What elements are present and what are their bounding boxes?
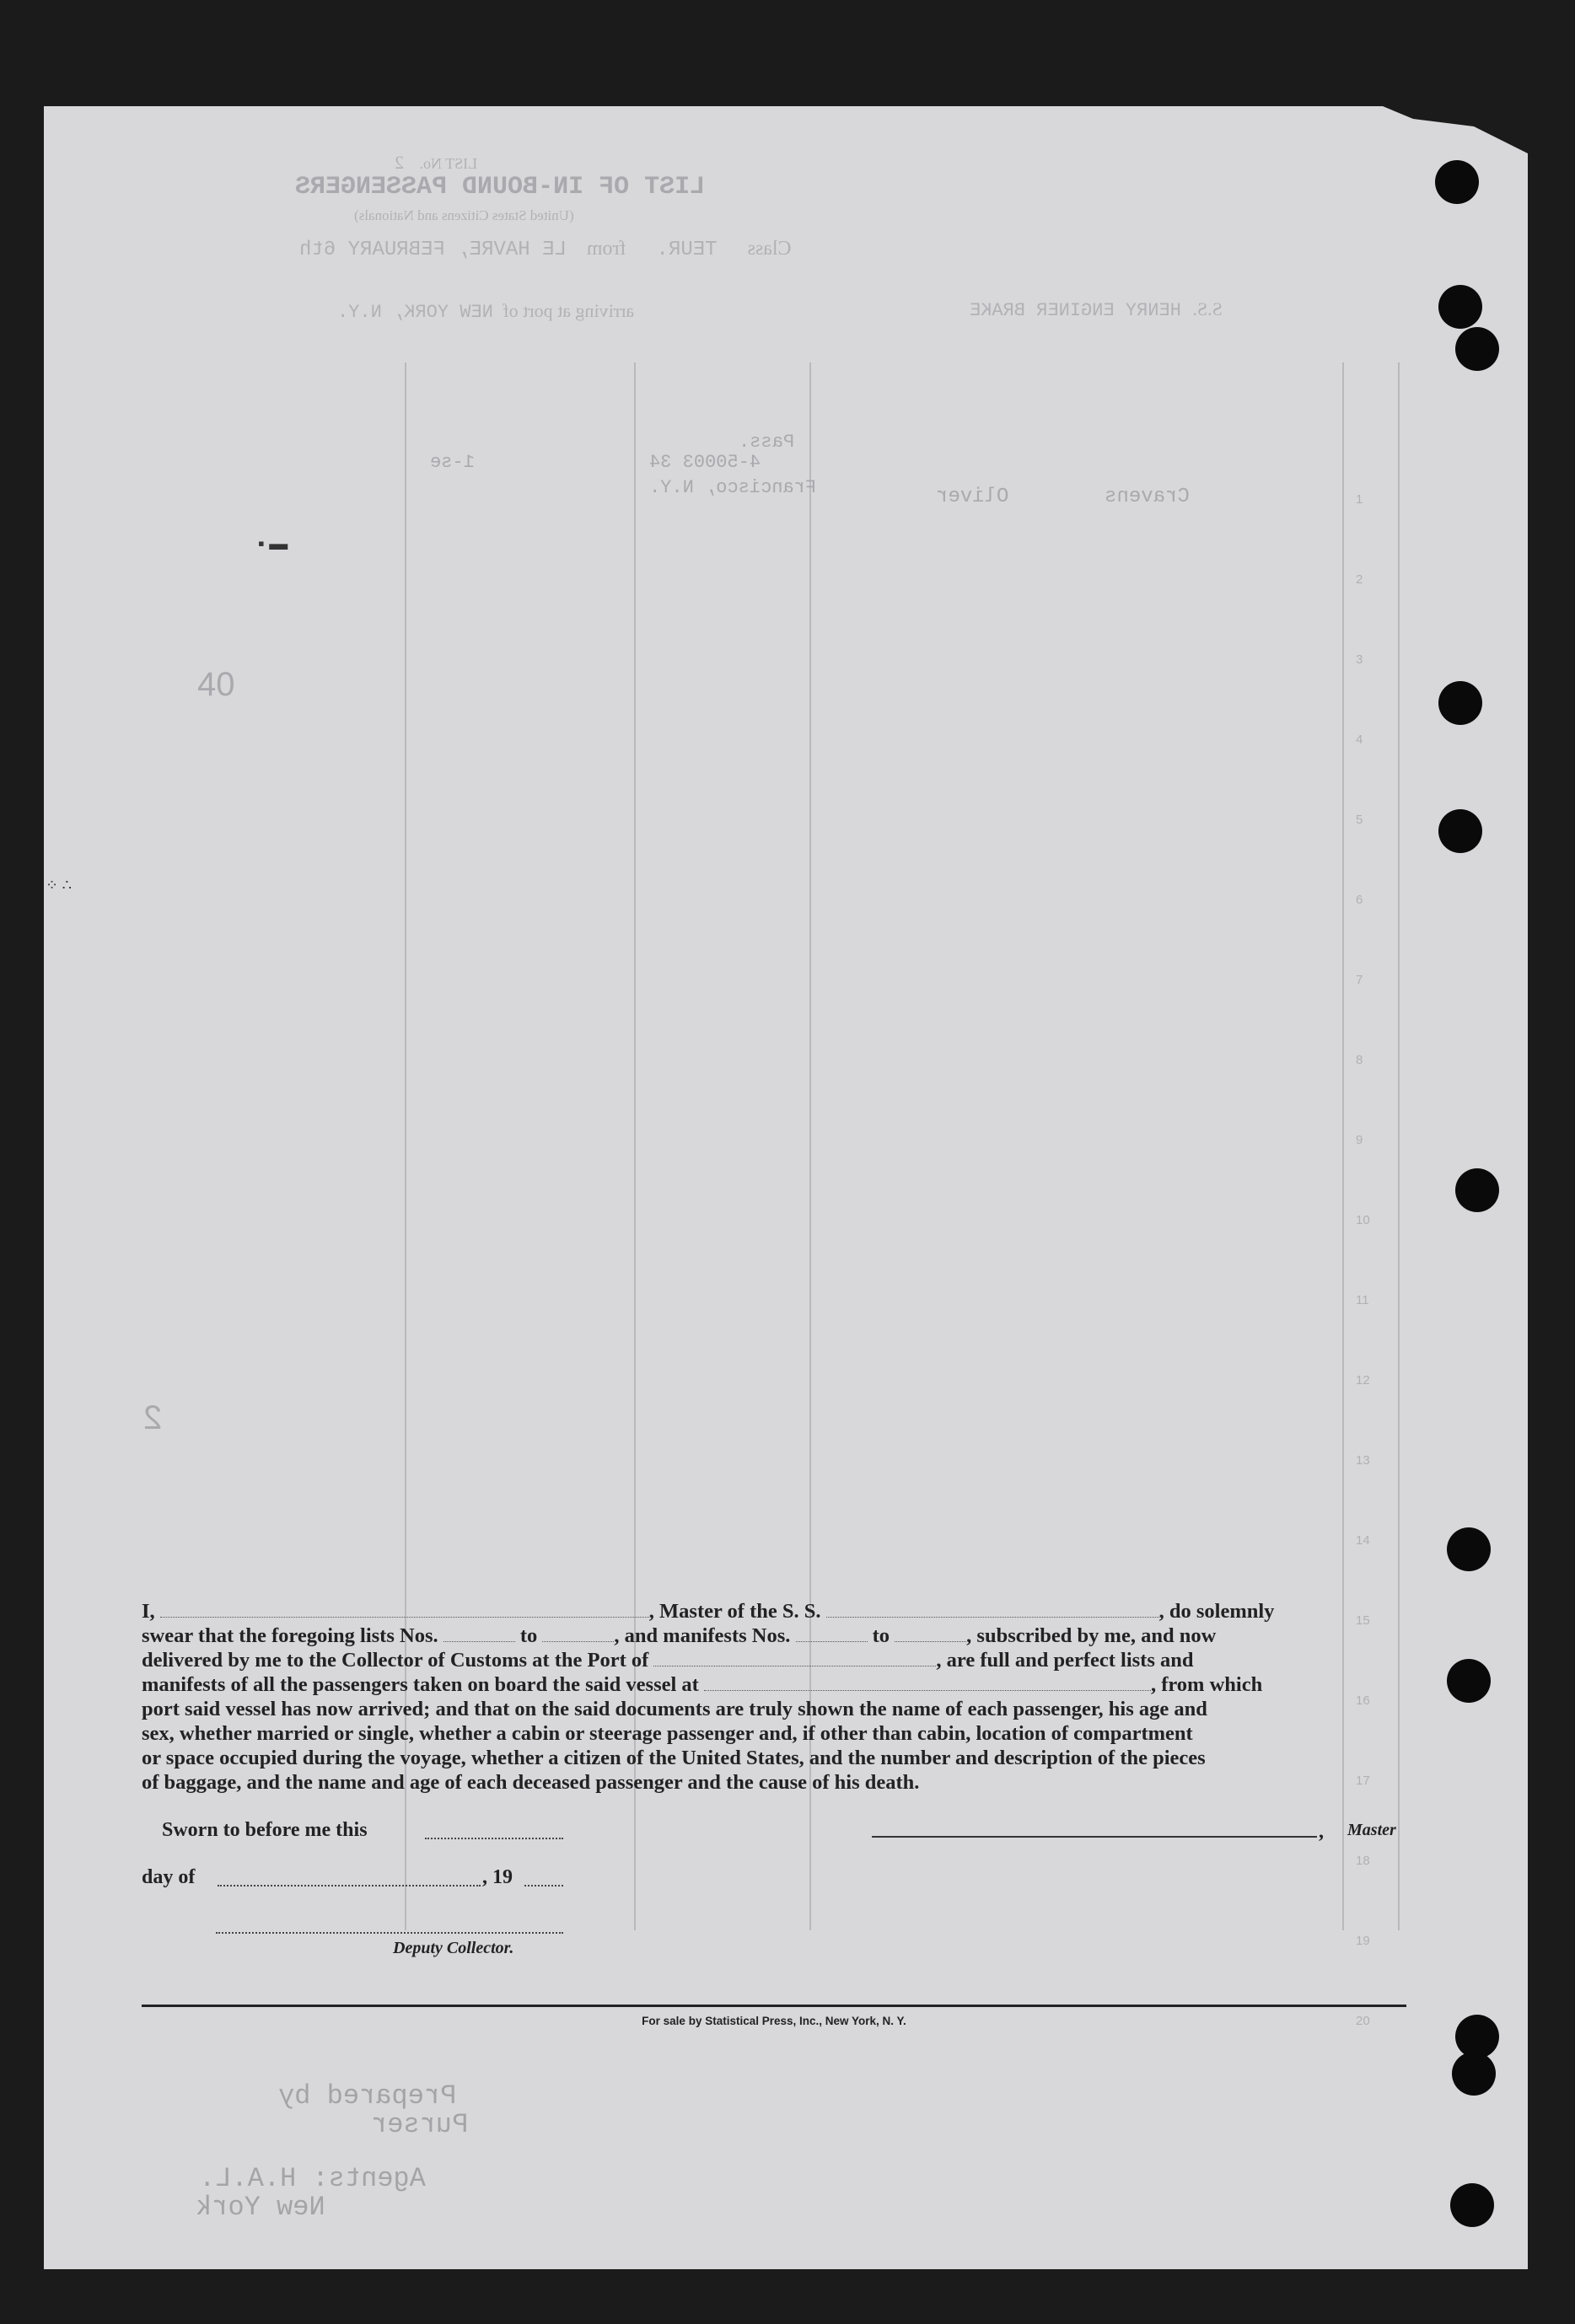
row-number: 11 [1356,1293,1369,1307]
row-number: 6 [1356,893,1363,907]
row-number: 9 [1356,1133,1363,1147]
punch-hole [1455,327,1499,371]
row-number: 3 [1356,652,1363,667]
day-of-label: day of [142,1866,196,1888]
ghost-list-no: LIST No. 2 [395,152,478,173]
footer-rule [142,2005,1406,2007]
row-number: 10 [1356,1213,1370,1227]
day-of-line [218,1885,481,1887]
year-line [524,1885,563,1887]
punch-hole [1450,2183,1494,2227]
punch-hole [1455,1168,1499,1212]
row-number: 8 [1356,1053,1363,1067]
ghost-stamp-line-1: Prepared by [278,2080,457,2112]
ghost-arriving-row: arriving at port of NEW YORK, N.Y. [337,300,635,323]
row-number: 13 [1356,1453,1370,1468]
ghost-row1-family: Cravens [1105,486,1190,508]
master-signature-line [872,1836,1317,1838]
row-number: 14 [1356,1533,1370,1548]
ghost-stamp-line-4: New York [196,2192,325,2223]
sworn-date-line [425,1838,563,1839]
ink-speck: ⁘ ∴ [46,877,73,894]
ghost-class-row: Class TEUR. from LE HAVRE, FEBRUARY 6th [299,238,792,261]
row-number: 5 [1356,813,1363,827]
ghost-margin-number: 40 [197,666,235,703]
ghost-stamp-line-2: Purser [371,2109,469,2140]
punch-hole [1435,160,1479,204]
row-number: 2 [1356,572,1363,587]
row-number: 18 [1356,1854,1370,1868]
master-comma: , [1319,1821,1324,1843]
row-number: 16 [1356,1693,1370,1708]
year-prefix: , 19 [482,1866,513,1888]
row-number: 15 [1356,1613,1370,1628]
punch-hole [1438,681,1482,725]
row-number: 12 [1356,1373,1370,1387]
ghost-row1-col-b: 4-50003 34 [649,452,761,473]
ghost-header-subtitle: (United States Citizens and Nationals) [354,207,574,223]
ghost-margin-number-2: 2 [143,1399,163,1436]
ghost-vessel-row: S.S. HENRY ENGINER BRAKE [970,298,1223,321]
ink-speck: ▪ ▬ [258,533,288,554]
master-label: Master [1347,1821,1396,1839]
sworn-label: Sworn to before me this [162,1819,368,1841]
deputy-signature-line [216,1932,563,1934]
row-number: 20 [1356,2014,1370,2028]
punch-hole [1452,2052,1496,2096]
punch-hole [1438,809,1482,853]
ghost-row1-col-c: 1-se [430,452,475,473]
ghost-row1-col-a: Pass. [739,432,795,453]
ghost-stamp-line-3: Agents: H.A.L. [199,2163,426,2194]
master-oath: I, , Master of the S. S. , do solemnly swear that the foregoing lists Nos. to , and manifests Nos. to , subscribed by me, and now delivered by me to the Collector of Customs at the Port of , are full and perfect lists and manifests of all the passengers taken on board the said vessel at , from which port said vessel has now arrived; and that on the said documents are truly shown the name of each passenger, his age and sex, whether married or single, whether a cabin or steerage passenger and, if other than cabin, location of compartment or space occupied during the voyage, whether a citizen of the United States, and the number and description of the pieces of baggage, and the name and age of each deceased passenger and the cause of his death. [142,1600,1275,1794]
ghost-header-title: LIST OF IN-BOUND PASSENGERS [295,173,706,201]
printer-credit: For sale by Statistical Press, Inc., New York, N. Y. [642,2015,906,2027]
manifest-sheet [44,106,1528,2269]
punch-hole [1447,1527,1491,1571]
punch-hole [1438,285,1482,329]
deputy-collector-label: Deputy Collector. [393,1939,514,1957]
punch-hole [1447,1659,1491,1703]
row-number: 1 [1356,492,1363,507]
ghost-row1-place: Francisco, N.Y. [649,477,817,498]
row-number: 17 [1356,1774,1370,1788]
row-number: 4 [1356,733,1363,747]
row-number: 7 [1356,973,1363,987]
ghost-row1-given: Oliver [936,486,1009,508]
row-number: 19 [1356,1934,1370,1948]
